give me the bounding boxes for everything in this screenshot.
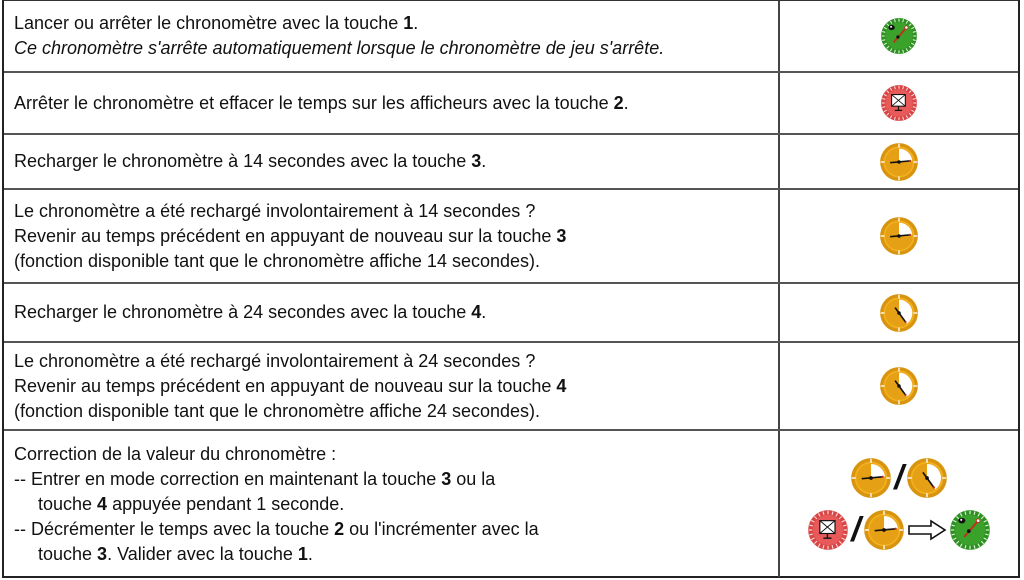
text-fragment: . [623, 92, 629, 113]
text-fragment: Le chronomètre a été rechargé involontairement à 24 secondes ? [14, 350, 536, 371]
text-fragment: Revenir au temps précédent en appuyant de nouveau sur la touche [14, 375, 557, 396]
yellow-stopwatch-14s-icon [850, 457, 892, 499]
instruction-text [14, 73, 774, 133]
instruction-line [14, 11, 774, 36]
yellow-stopwatch-14s-icon [863, 509, 905, 551]
table-row [4, 431, 1018, 577]
key-number: 3 [556, 225, 567, 246]
key-number: 4 [97, 493, 108, 514]
text-fragment: Recharger le chronomètre à 14 secondes avec la touche [14, 151, 472, 171]
instruction-text [14, 343, 774, 429]
icon-cell [778, 73, 1018, 133]
red-stopwatch-clear-icon [880, 84, 918, 122]
text-fragment: appuyée pendant 1 seconde. [107, 493, 345, 514]
text-fragment: ou la [451, 468, 496, 489]
text-fragment: Correction de la valeur du chronomètre : [14, 443, 337, 464]
instruction-line [14, 542, 774, 567]
green-stopwatch-start-stop-icon [880, 17, 918, 55]
instruction-text [14, 1, 774, 71]
text-fragment: . [307, 543, 313, 564]
yellow-stopwatch-24s-icon [879, 366, 919, 406]
instruction-text [14, 135, 774, 188]
instruction-line [14, 224, 774, 249]
instruction-line [14, 300, 774, 325]
instruction-line [14, 399, 774, 424]
text-fragment: . Valider avec la touche [107, 543, 298, 564]
instruction-line [14, 36, 774, 61]
instruction-line [14, 249, 774, 274]
instruction-line [14, 467, 774, 492]
instructions-table [2, 0, 1020, 578]
text-fragment: Lancer ou arrêter le chronomètre avec la touche [14, 13, 404, 33]
slash-separator: / [894, 459, 904, 497]
text-fragment: touche [38, 493, 98, 514]
key-number: 3 [471, 151, 482, 171]
key-number: 1 [403, 13, 414, 33]
red-stopwatch-clear-icon [807, 509, 849, 551]
table-row [4, 135, 1018, 190]
icon-cell [778, 135, 1018, 188]
icon-sequence [780, 457, 1018, 499]
key-number: 1 [297, 543, 308, 564]
text-fragment: . [481, 151, 487, 171]
instruction-line [14, 91, 774, 116]
text-fragment: . [413, 13, 419, 33]
text-fragment: (fonction disponible tant que le chronomètre affiche 14 secondes). [14, 250, 540, 271]
text-fragment: -- Décrémenter le temps avec la touche [14, 518, 335, 539]
text-fragment: ou l'incrémenter avec la [344, 518, 539, 539]
text-fragment: (fonction disponible tant que le chronomètre affiche 24 secondes). [14, 400, 540, 421]
table-row [4, 190, 1018, 284]
table-row [4, 73, 1018, 135]
yellow-stopwatch-14s-icon [879, 216, 919, 256]
instruction-line [14, 442, 774, 467]
key-number: 3 [97, 543, 108, 564]
yellow-stopwatch-14s-icon [879, 142, 919, 182]
text-fragment: -- Entrer en mode correction en maintenant la touche [14, 468, 442, 489]
table-row [4, 284, 1018, 343]
text-fragment: Recharger le chronomètre à 24 secondes avec la touche [14, 302, 472, 322]
icon-cell [778, 190, 1018, 282]
instruction-line [14, 149, 774, 174]
text-fragment: Le chronomètre a été rechargé involontairement à 14 secondes ? [14, 200, 536, 221]
icon-cell [778, 431, 1018, 577]
green-stopwatch-start-stop-icon [949, 509, 991, 551]
instruction-text [14, 190, 774, 282]
icon-cell [778, 343, 1018, 429]
text-fragment: Ce chronomètre s'arrête automatiquement lorsque le chronomètre de jeu s'arrête. [14, 38, 665, 58]
instruction-text [14, 284, 774, 341]
key-number: 3 [441, 468, 452, 489]
key-number: 4 [471, 302, 482, 322]
text-fragment: touche [38, 543, 98, 564]
icon-sequence [780, 509, 1018, 551]
instruction-line [14, 374, 774, 399]
key-number: 4 [556, 375, 567, 396]
instruction-line [14, 199, 774, 224]
yellow-stopwatch-24s-icon [879, 293, 919, 333]
yellow-stopwatch-24s-icon [906, 457, 948, 499]
arrow-right-icon [907, 519, 947, 541]
key-number: 2 [613, 92, 624, 113]
instruction-line [14, 349, 774, 374]
text-fragment: Arrêter le chronomètre et effacer le temps sur les afficheurs avec la touche [14, 92, 614, 113]
table-row [4, 1, 1018, 73]
icon-cell [778, 1, 1018, 71]
key-number: 2 [334, 518, 345, 539]
text-fragment: Revenir au temps précédent en appuyant de nouveau sur la touche [14, 225, 557, 246]
instruction-line [14, 492, 774, 517]
text-fragment: . [481, 302, 487, 322]
table-row [4, 343, 1018, 431]
icon-cell [778, 284, 1018, 341]
instruction-text [14, 431, 774, 577]
slash-separator: / [851, 511, 861, 549]
instruction-line [14, 517, 774, 542]
